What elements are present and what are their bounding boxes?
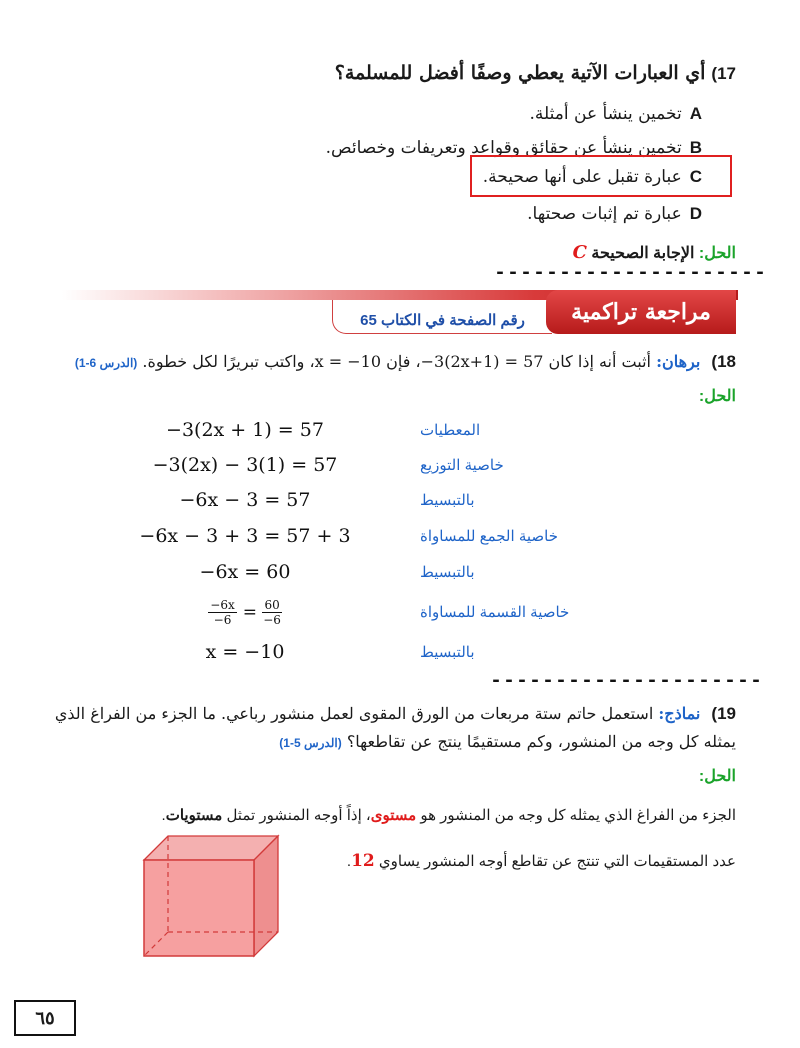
option-text: تخمين ينشأ عن أمثلة. (529, 104, 682, 124)
fraction-right (262, 598, 281, 627)
q19-answer-para1 (162, 806, 736, 824)
banner-title: مراجعة تراكمية (546, 290, 736, 334)
q19-solution-label (699, 766, 736, 786)
step-justification: بالتبسيط (420, 644, 475, 661)
step-justification: خاصية القسمة للمساواة (420, 604, 570, 621)
text-run: الجزء من الفراغ الذي يمثله كل وجه من المنشور هو (416, 807, 736, 824)
option-text: تخمين ينشأ عن حقائق وقواعد وتعريفات وخصائص. (325, 138, 682, 158)
banner-subtitle: رقم الصفحة في الكتاب 65 (332, 300, 552, 334)
q19-number: 19) (711, 704, 736, 723)
numerator: 60 (264, 597, 280, 612)
q19-keyword: نماذج: (658, 704, 701, 723)
q18-text: أثبت أنه إذا كان 57 = (2x+1)3−، فإن x = −10، واكتب تبريرًا لكل خطوة. (142, 352, 651, 371)
text-run: ، إذاً أوجه المنشور تمثل (222, 807, 371, 824)
denominator: −6 (213, 612, 232, 627)
separator: --------------------- (490, 670, 764, 693)
q17-number: 17) (711, 64, 736, 83)
step-justification: خاصية الجمع للمساواة (420, 528, 558, 545)
step-justification: خاصية التوزيع (420, 457, 504, 474)
lesson-ref: (الدرس 6-1) (74, 356, 138, 370)
proof-step (120, 520, 660, 552)
separator: --------------------- (494, 262, 768, 285)
step-equation: −3(2x) − 3(1) = 57 (152, 454, 338, 476)
text-run: . (161, 807, 166, 824)
proof-step (120, 449, 660, 481)
option-letter: A (689, 104, 702, 123)
q18-keyword: برهان: (656, 352, 701, 371)
option-letter: D (689, 204, 702, 223)
q19-question-line1 (55, 704, 736, 724)
proof-step (120, 414, 660, 446)
fraction-left (208, 598, 236, 627)
keyword-plane: مستوى (370, 807, 417, 824)
option-text: عبارة تقبل على أنها صحيحة. (482, 167, 682, 187)
proof-step (120, 556, 660, 588)
numerator: −6x (210, 597, 235, 612)
lesson-ref: (الدرس 5-1) (279, 736, 342, 750)
answer-letter: C (572, 242, 587, 263)
cube-front-face (144, 860, 254, 956)
proof-step (120, 594, 660, 630)
keyword-planes: مستويات (165, 807, 223, 824)
step-equation: −6x − 3 = 57 (179, 489, 311, 511)
q18-number: 18) (711, 352, 736, 371)
solution-label: الحل: (698, 245, 736, 262)
q19-question-line2 (279, 732, 736, 751)
step-justification: بالتبسيط (420, 492, 475, 509)
q18-solution-label (699, 386, 736, 406)
denominator: −6 (263, 612, 281, 627)
page-number: ٦٥ (14, 1000, 76, 1036)
solution-label: الحل: (698, 768, 736, 785)
cube-figure (138, 830, 288, 960)
step-equation: −3(2x + 1) = 57 (166, 419, 324, 441)
correct-answer-highlight (470, 155, 732, 197)
option-letter: B (689, 138, 702, 157)
option-text: عبارة تم إثبات صحتها. (527, 204, 682, 224)
solution-label: الحل: (698, 388, 736, 405)
option-letter: C (689, 167, 702, 186)
q19-text-line1: استعمل حاتم ستة مربعات من الورق المقوى لعمل منشور رباعي. ما الجزء من الفراغ الذي (54, 704, 654, 723)
q17-option-a (530, 104, 703, 124)
step-equation: −6x = 60 (199, 561, 291, 583)
q19-text-line2: يمثله كل وجه من المنشور، وكم مستقيمًا ينتج عن تقاطعها؟ (346, 732, 736, 751)
text-run: عدد المستقيمات التي تنتج عن تقاطع أوجه المنشور يساوي (374, 853, 736, 870)
q17-answer (573, 242, 736, 263)
step-equation: x = −10 (205, 641, 285, 663)
answer-number: 12 (351, 851, 375, 871)
answer-text: الإجابة الصحيحة (591, 245, 695, 262)
proof-step (120, 484, 660, 516)
step-justification: المعطيات (420, 422, 481, 439)
q18-question (75, 352, 736, 372)
text-run: . (346, 853, 352, 870)
step-equation-fraction: $\frac{-6x}{-6}$ = $\frac{60}{-6}$ (210, 597, 281, 627)
q17-option-d (527, 204, 702, 224)
step-equation: −6x − 3 + 3 = 57 + 3 (139, 525, 351, 547)
step-justification: بالتبسيط (420, 564, 475, 581)
q19-answer-para2 (347, 851, 736, 871)
q17-text: أي العبارات الآتية يعطي وصفًا أفضل للمسلمة؟ (334, 62, 706, 84)
q17-question (335, 62, 736, 84)
proof-step (120, 636, 660, 668)
